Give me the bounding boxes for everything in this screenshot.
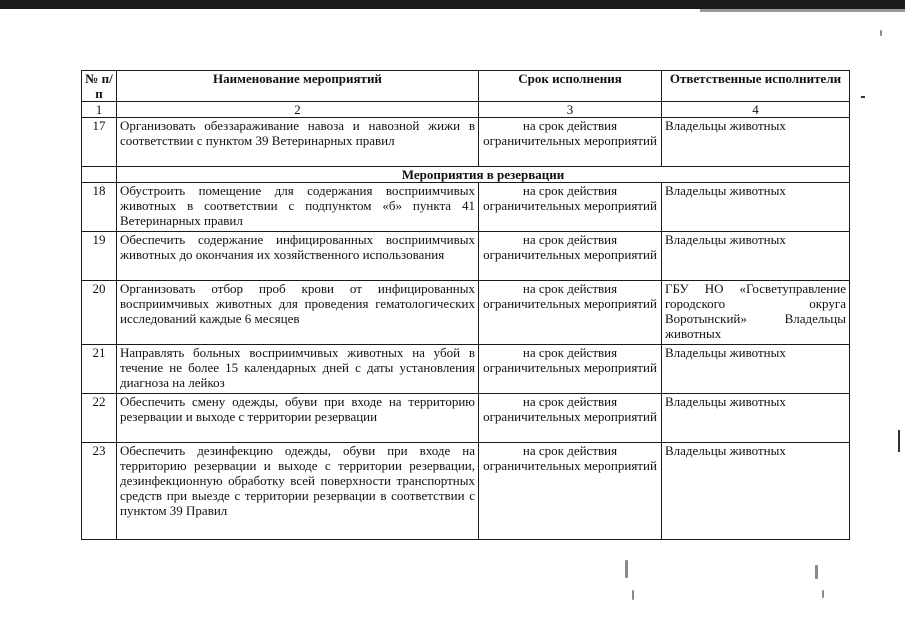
scan-speck (822, 590, 824, 598)
row-deadline: на срок действия ограничительных мероприятий (479, 394, 662, 443)
scan-edge-mark (898, 430, 900, 452)
row-responsible: Владельцы животных (662, 443, 850, 540)
scan-top-border (0, 0, 905, 9)
row-deadline: на срок действия ограничительных мероприятий (479, 118, 662, 167)
table-row (82, 345, 850, 394)
row-action: Обеспечить дезинфекцию одежды, обуви при входе на территорию резервации и выходе с территории резервации, дезинфекционную обработку всей поверхности транспортных средств при выезде с территории резервации в соответствии с пунктом 39 Правил (117, 443, 479, 540)
row-deadline: на срок действия ограничительных мероприятий (479, 183, 662, 232)
row-responsible: Владельцы животных (662, 118, 850, 167)
row-number: 18 (82, 183, 117, 232)
row-number: 19 (82, 232, 117, 281)
section-number-cell (82, 167, 117, 183)
scan-top-border-fade (700, 9, 905, 12)
table-header-row (82, 71, 850, 102)
column-index-row (82, 102, 850, 118)
header-deadline: Срок исполнения (479, 71, 662, 102)
row-deadline: на срок действия ограничительных мероприятий (479, 345, 662, 394)
row-deadline: на срок действия ограничительных мероприятий (479, 232, 662, 281)
row-action: Обустроить помещение для содержания восприимчивых животных в соответствии с подпунктом «б» пункта 41 Ветеринарных правил (117, 183, 479, 232)
header-responsible: Ответственные исполнители (662, 71, 850, 102)
row-deadline: на срок действия ограничительных мероприятий (479, 443, 662, 540)
section-row (82, 167, 850, 183)
row-number: 23 (82, 443, 117, 540)
row-action: Организовать отбор проб крови от инфицированных восприимчивых животных для проведения гематологических исследований каждые 6 месяцев (117, 281, 479, 345)
row-action: Направлять больных восприимчивых животных на убой в течение не более 15 календарных дней с даты установления диагноза на лейкоз (117, 345, 479, 394)
row-deadline: на срок действия ограничительных мероприятий (479, 281, 662, 345)
column-index: 3 (479, 102, 662, 118)
measures-table (81, 70, 850, 540)
row-responsible: ГБУ НО «Госветуправление городского округа Воротынский» Владельцы животных (662, 281, 850, 345)
row-responsible: Владельцы животных (662, 394, 850, 443)
header-measures: Наименование мероприятий (117, 71, 479, 102)
row-action: Организовать обеззараживание навоза и навозной жижи в соответствии с пунктом 39 Ветеринарных правил (117, 118, 479, 167)
row-action: Обеспечить смену одежды, обуви при входе на территорию резервации и выходе с территории резервации (117, 394, 479, 443)
row-number: 17 (82, 118, 117, 167)
table-row (82, 183, 850, 232)
column-index: 2 (117, 102, 479, 118)
scan-edge-mark (861, 96, 865, 98)
table-row (82, 118, 850, 167)
header-number: № п/п (82, 71, 117, 102)
scan-speck (632, 590, 634, 600)
table-row (82, 232, 850, 281)
row-responsible: Владельцы животных (662, 345, 850, 394)
row-number: 22 (82, 394, 117, 443)
column-index: 4 (662, 102, 850, 118)
row-number: 20 (82, 281, 117, 345)
row-action: Обеспечить содержание инфицированных восприимчивых животных до окончания их хозяйственного использования (117, 232, 479, 281)
table-row (82, 394, 850, 443)
column-index: 1 (82, 102, 117, 118)
scan-speck (880, 30, 882, 36)
scan-speck (625, 560, 628, 578)
table-row (82, 281, 850, 345)
row-responsible: Владельцы животных (662, 232, 850, 281)
section-title: Мероприятия в резервации (117, 167, 850, 183)
scan-speck (815, 565, 818, 579)
table-row (82, 443, 850, 540)
row-responsible: Владельцы животных (662, 183, 850, 232)
row-number: 21 (82, 345, 117, 394)
